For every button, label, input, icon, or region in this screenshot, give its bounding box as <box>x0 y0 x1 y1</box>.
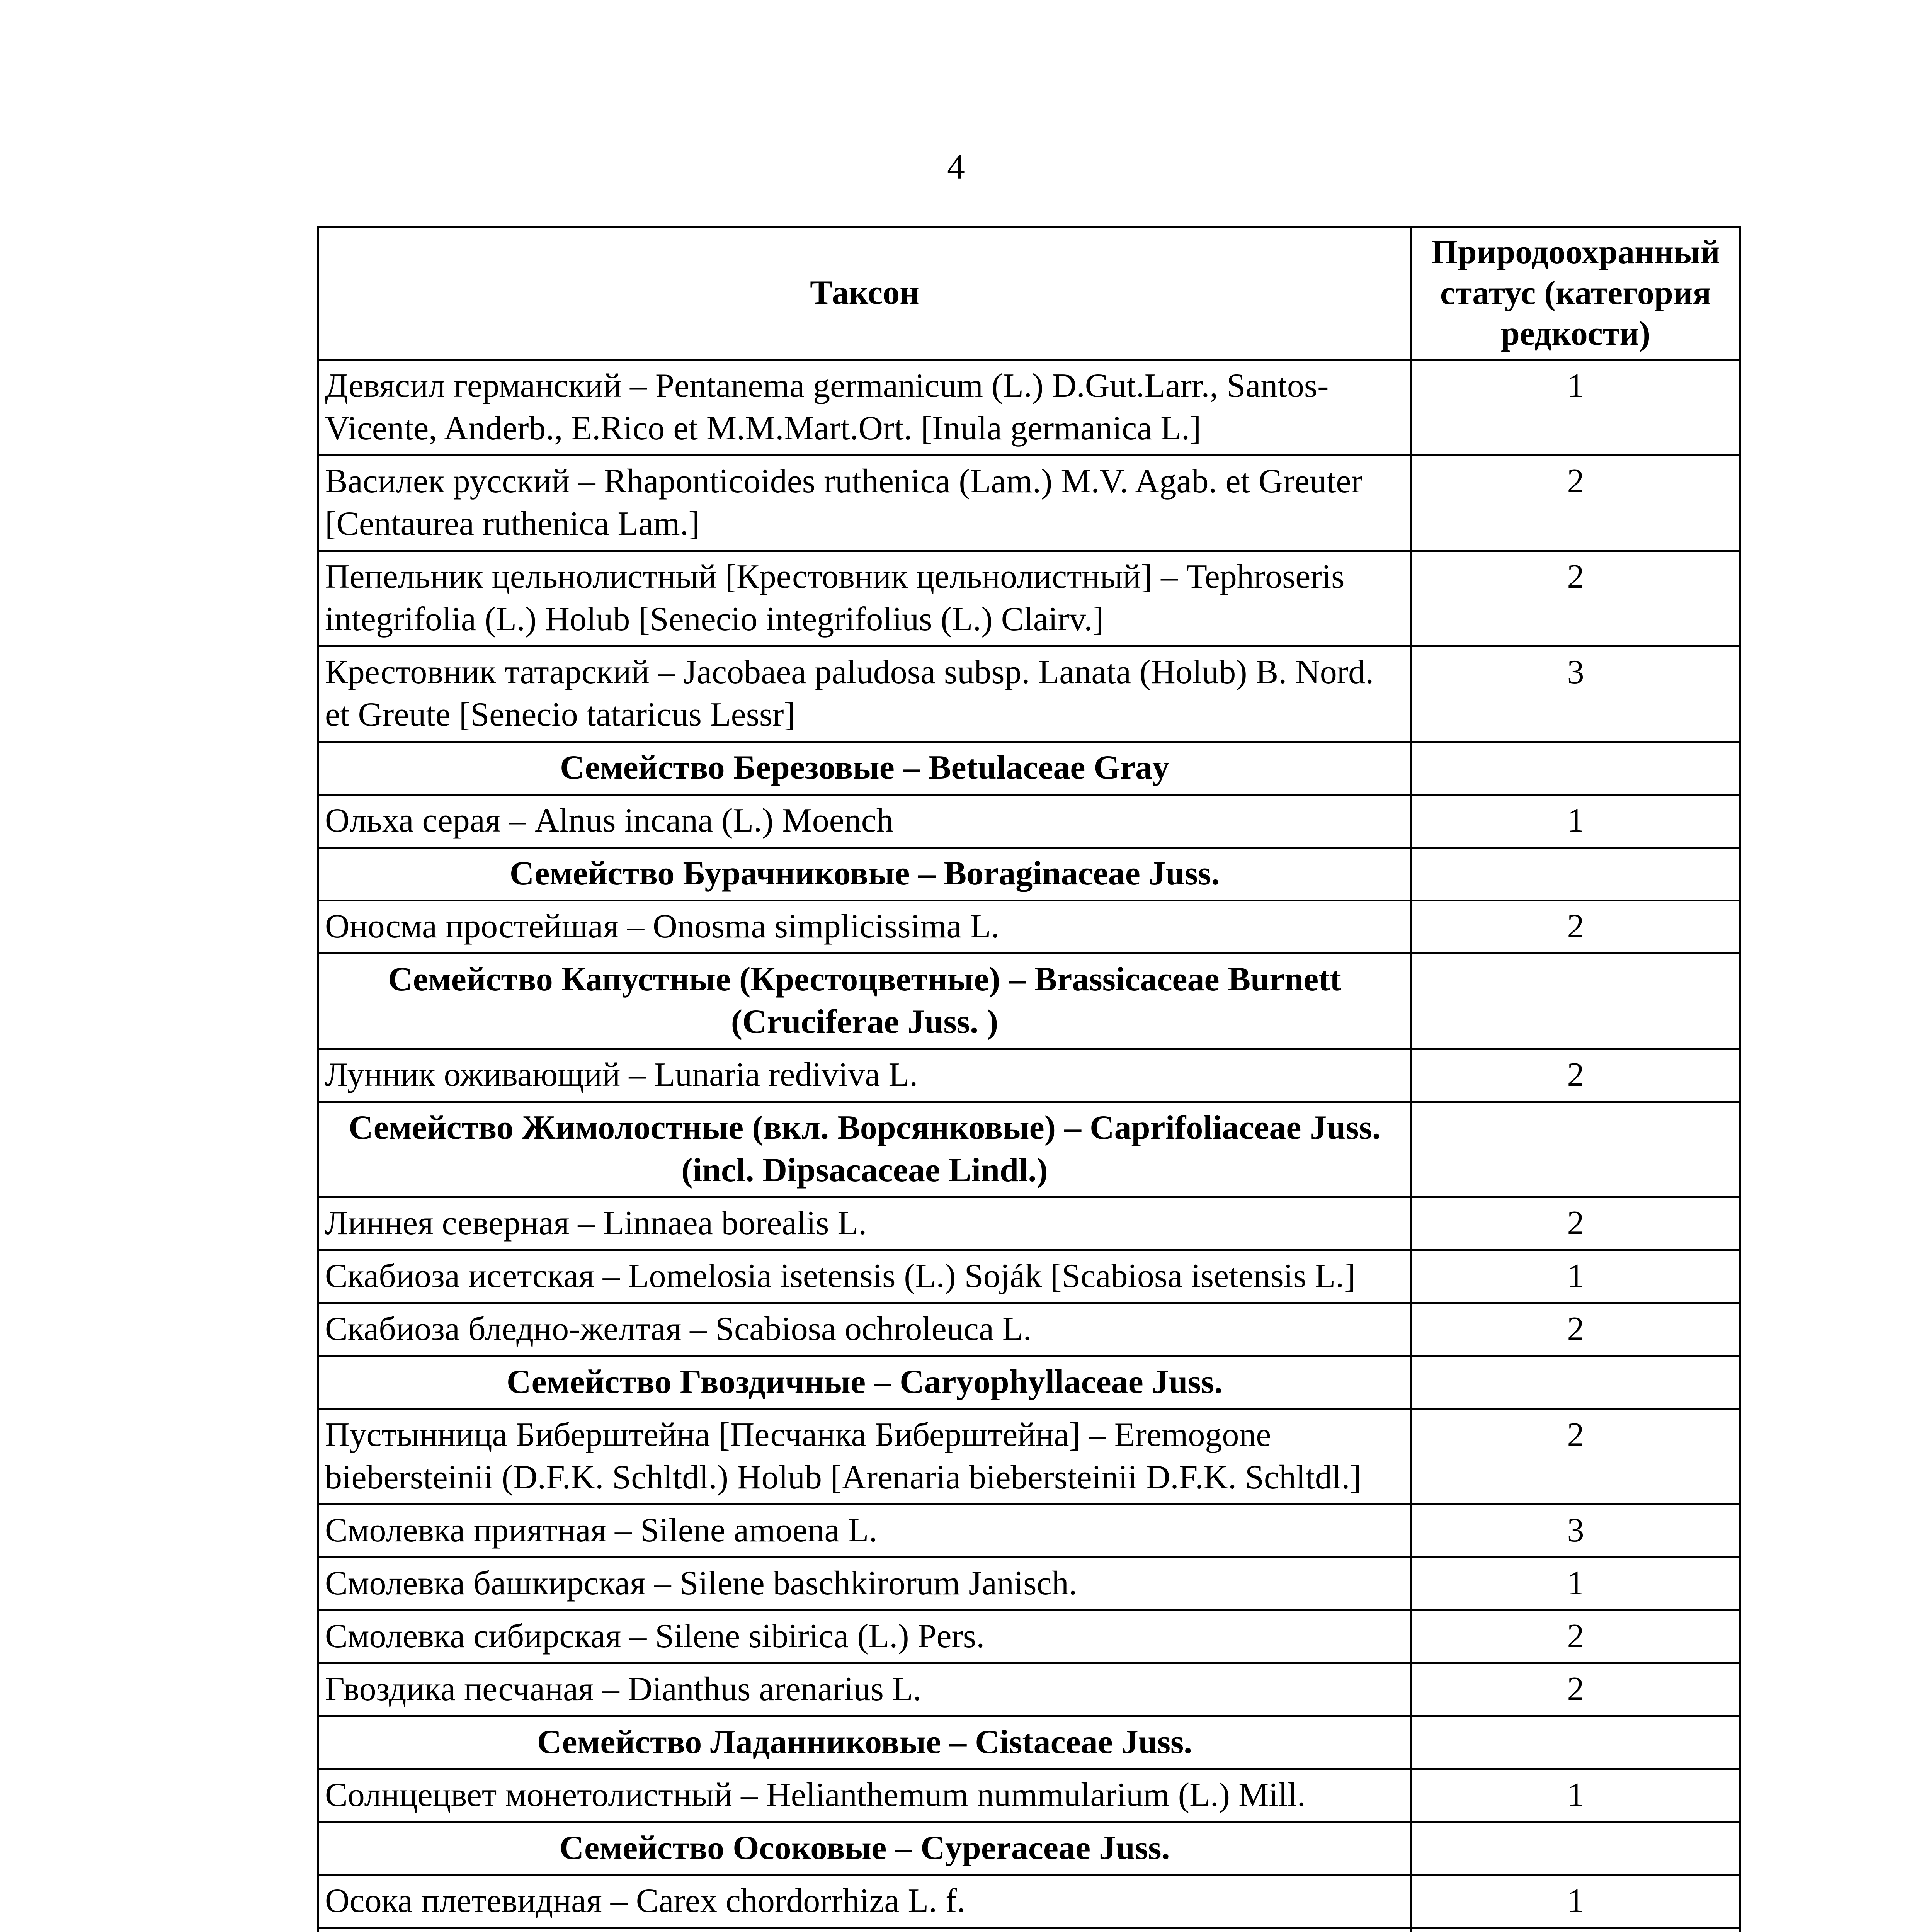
family-name: Семейство Осоковые – Cyperaceae Juss. <box>318 1822 1412 1875</box>
status-category <box>1412 847 1740 900</box>
table-row <box>318 1049 1740 1102</box>
table-row <box>318 455 1740 551</box>
status-category: 1 <box>1412 1875 1740 1928</box>
table-row <box>318 1875 1740 1928</box>
taxon-name: Скабиоза исетская – Lomelosia isetensis (L.) Soják [Scabiosa isetensis L.] <box>318 1250 1412 1303</box>
table-row <box>318 1303 1740 1356</box>
table-row <box>318 794 1740 847</box>
table-header-row <box>318 227 1740 360</box>
taxon-name: Смолевка приятная – Silene amoena L. <box>318 1504 1412 1557</box>
taxon-name <box>318 1928 1412 1932</box>
taxon-name: Пепельник цельнолистный [Крестовник цельнолистный] – Tephroseris integrifolia (L.) Holub [Senecio integrifolius (L.) Clairv.] <box>318 551 1412 646</box>
taxon-name: Смолевка башкирская – Silene baschkirorum Janisch. <box>318 1557 1412 1610</box>
family-row <box>318 1716 1740 1769</box>
taxon-name: Осока плетевидная – Carex chordorrhiza L. f. <box>318 1875 1412 1928</box>
family-name: Семейство Капустные (Крестоцветные) – Brassicaceae Burnett (Cruciferae Juss. ) <box>318 953 1412 1049</box>
status-category: 2 <box>1412 1049 1740 1102</box>
taxon-name: Оносма простейшая – Onosma simplicissima L. <box>318 900 1412 953</box>
status-category: 2 <box>1412 455 1740 551</box>
family-row <box>318 1356 1740 1409</box>
status-category: 2 <box>1412 1663 1740 1716</box>
status-category <box>1412 953 1740 1049</box>
taxon-name: Василек русский – Rhaponticoides ruthenica (Lam.) M.V. Agab. et Greuter [Centaurea ruthenica Lam.] <box>318 455 1412 551</box>
status-category: 2 <box>1412 900 1740 953</box>
status-category: 2 <box>1412 1610 1740 1663</box>
status-category <box>1412 742 1740 794</box>
family-name: Семейство Березовые – Betulaceae Gray <box>318 742 1412 794</box>
taxon-name: Крестовник татарский – Jacobaea paludosa subsp. Lanata (Holub) B. Nord. et Greute [Senecio tataricus Lessr] <box>318 646 1412 742</box>
status-category: 1 <box>1412 1250 1740 1303</box>
table-row <box>318 900 1740 953</box>
table-row <box>318 360 1740 455</box>
status-category <box>1412 1822 1740 1875</box>
table-row <box>318 1250 1740 1303</box>
table-row <box>318 1769 1740 1822</box>
status-category: 3 <box>1412 1504 1740 1557</box>
table-body <box>318 360 1740 1932</box>
status-category <box>1412 1102 1740 1197</box>
taxon-name: Лунник оживающий – Lunaria rediviva L. <box>318 1049 1412 1102</box>
family-row <box>318 953 1740 1049</box>
status-category: 3 <box>1412 646 1740 742</box>
table-row <box>318 551 1740 646</box>
status-category <box>1412 1716 1740 1769</box>
family-row <box>318 1822 1740 1875</box>
taxon-name: Скабиоза бледно-желтая – Scabiosa ochroleuca L. <box>318 1303 1412 1356</box>
family-name: Семейство Ладанниковые – Cistaceae Juss. <box>318 1716 1412 1769</box>
status-category: 1 <box>1412 360 1740 455</box>
table-row <box>318 1663 1740 1716</box>
taxon-name: Солнцецвет монетолистный – Helianthemum nummularium (L.) Mill. <box>318 1769 1412 1822</box>
family-row <box>318 1102 1740 1197</box>
page-number: 4 <box>947 147 965 186</box>
status-category: 1 <box>1412 794 1740 847</box>
status-category: 2 <box>1412 551 1740 646</box>
table-row <box>318 1610 1740 1663</box>
status-category: 2 <box>1412 1303 1740 1356</box>
taxon-name: Гвоздика песчаная – Dianthus arenarius L. <box>318 1663 1412 1716</box>
table-row <box>318 1409 1740 1504</box>
taxa-table <box>317 226 1741 1932</box>
taxon-name: Девясил германский – Pentanema germanicum (L.) D.Gut.Larr., Santos-Vicente, Anderb., E.Rico et M.M.Mart.Ort. [Inula germanica L.] <box>318 360 1412 455</box>
status-category <box>1412 1356 1740 1409</box>
status-category: 1 <box>1412 1769 1740 1822</box>
taxon-name: Ольха серая – Alnus incana (L.) Moench <box>318 794 1412 847</box>
taxon-name: Смолевка сибирская – Silene sibirica (L.) Pers. <box>318 1610 1412 1663</box>
taxon-name: Линнея северная – Linnaea borealis L. <box>318 1197 1412 1250</box>
header-status: Природоохранный статус (категория редкости) <box>1412 227 1740 360</box>
table-row <box>318 1197 1740 1250</box>
family-row <box>318 742 1740 794</box>
status-category: 2 <box>1412 1197 1740 1250</box>
table-row <box>318 1928 1740 1932</box>
table-row <box>318 646 1740 742</box>
family-name: Семейство Жимолостные (вкл. Ворсянковые) – Caprifoliaceae Juss. (incl. Dipsacaceae Lindl.) <box>318 1102 1412 1197</box>
status-category <box>1412 1928 1740 1932</box>
family-row <box>318 847 1740 900</box>
family-name: Семейство Бурачниковые – Boraginaceae Juss. <box>318 847 1412 900</box>
family-name: Семейство Гвоздичные – Caryophyllaceae Juss. <box>318 1356 1412 1409</box>
header-taxon: Таксон <box>318 227 1412 360</box>
table-row <box>318 1504 1740 1557</box>
table-row <box>318 1557 1740 1610</box>
taxon-name: Пустынница Биберштейна [Песчанка Биберштейна] – Eremogone biebersteinii (D.F.K. Schltdl.) Holub [Arenaria biebersteinii D.F.K. Schltdl.] <box>318 1409 1412 1504</box>
status-category: 1 <box>1412 1557 1740 1610</box>
status-category: 2 <box>1412 1409 1740 1504</box>
